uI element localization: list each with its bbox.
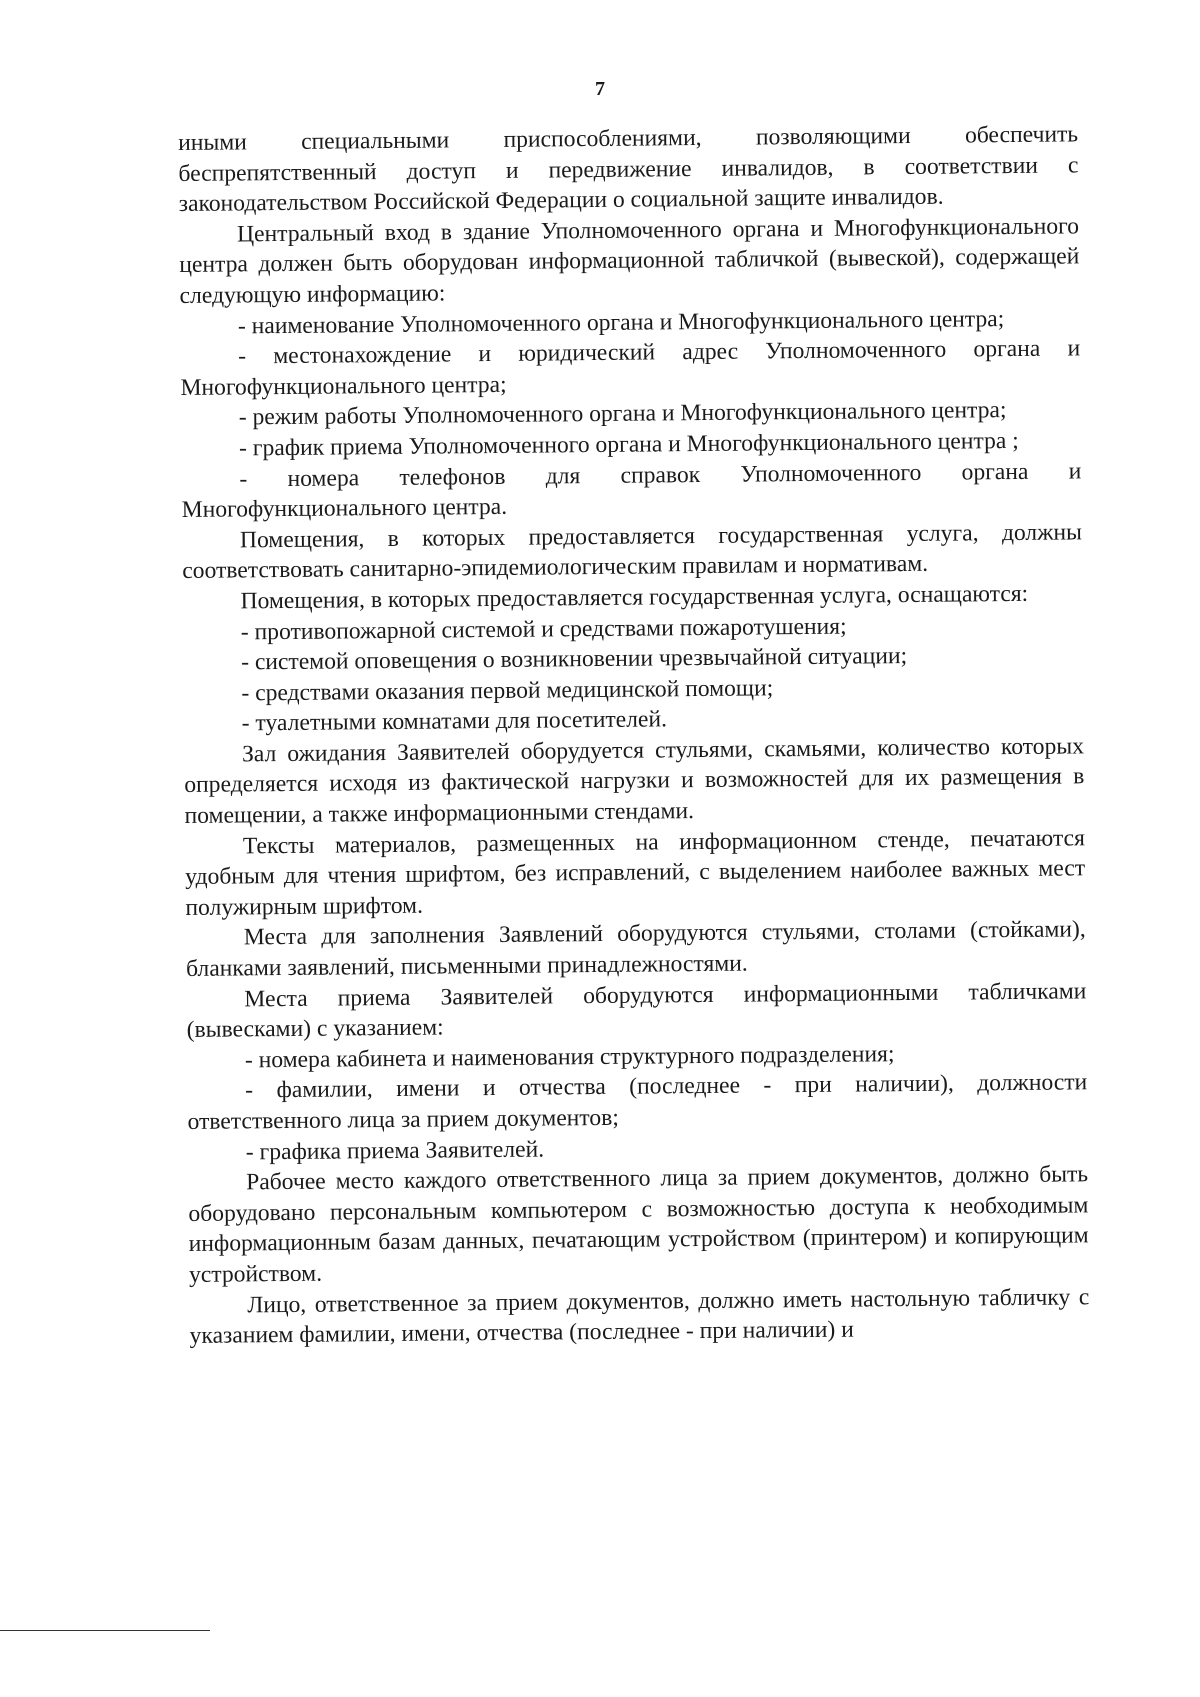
body-text [178, 119, 1090, 1351]
paragraph: Тексты материалов, размещенных на информационном стенде, печатаются удобным для чтения шрифтом, без исправлений, с выделением наиболее важных мест полужирным шрифтом. [185, 824, 1086, 921]
paragraph: Помещения, в которых предоставляется государственная услуга, оснащаются: [240, 580, 1029, 615]
list-item: - фамилии, имени и отчества (последнее - при наличии), должности ответственного лица за прием документов; [187, 1069, 1088, 1135]
paragraph: Лицо, ответственное за прием документов, должно иметь настольную табличку с указанием фамилии, имени, отчества (последнее - при наличии) и [189, 1283, 1090, 1350]
page-number: 7 [595, 78, 605, 100]
paragraph: Зал ожидания Заявителей оборудуется стульями, скамьями, количество которых определяется исходя из фактической нагрузки и возможностей для их размещения в помещении, а также информационными стендами. [184, 733, 1085, 830]
paragraph: иными специальными приспособлениями, позволяющими обеспечить беспрепятственный доступ и передвижение инвалидов, в соответствии с законодательством Российской Федерации о социальной защите инвалидов. [178, 121, 1079, 218]
list-item: - номера телефонов для справок Уполномоченного органа и Многофункционального центра. [181, 457, 1082, 524]
paragraph: Рабочее место каждого ответственного лица за прием документов, должно быть оборудовано персональным компьютером с возможностью доступа к необходимым информационным базам данных, печатающим устройством (принтером) и копирующим устройством. [188, 1161, 1089, 1288]
paragraph: Центральный вход в здание Уполномоченного органа и Многофункционального центра должен быть оборудован информационной табличкой (вывеской), содержащей следующую информацию: [179, 213, 1080, 309]
list-item: - график приема Уполномоченного органа и Многофункционального центра ; [238, 427, 1019, 462]
list-item: - средствами оказания первой медицинской помощи; [241, 675, 774, 707]
list-item: - графика приема Заявителей. [245, 1136, 545, 1165]
paragraph: Места для заполнения Заявлений оборудуются стульями, столами (стойками), бланками заявлений, письменными принадлежностями. [185, 916, 1086, 982]
list-item: - противопожарной системой и средствами пожаротушения; [240, 613, 847, 645]
list-item: - местонахождение и юридический адрес Уполномоченного органа и Многофункционального центра; [180, 335, 1081, 401]
list-item: - режим работы Уполномоченного органа и Многофункционального центра; [238, 397, 1007, 431]
paragraph: Места приема Заявителей оборудуются информационными табличками (вывесками) с указанием: [186, 977, 1087, 1044]
footnote-separator-line [0, 1630, 210, 1631]
list-item: - номера кабинета и наименования структурного подразделения; [244, 1040, 895, 1074]
list-item: - наименование Уполномоченного органа и Многофункционального центра; [237, 305, 1005, 339]
list-item: - системой оповещения о возникновении чрезвычайной ситуации; [241, 643, 908, 676]
paragraph: Помещения, в которых предоставляется государственная услуга, должны соответствовать санитарно-эпидемиологическим правилам и нормативам. [182, 519, 1083, 585]
list-item: - туалетными комнатами для посетителей. [241, 706, 668, 737]
